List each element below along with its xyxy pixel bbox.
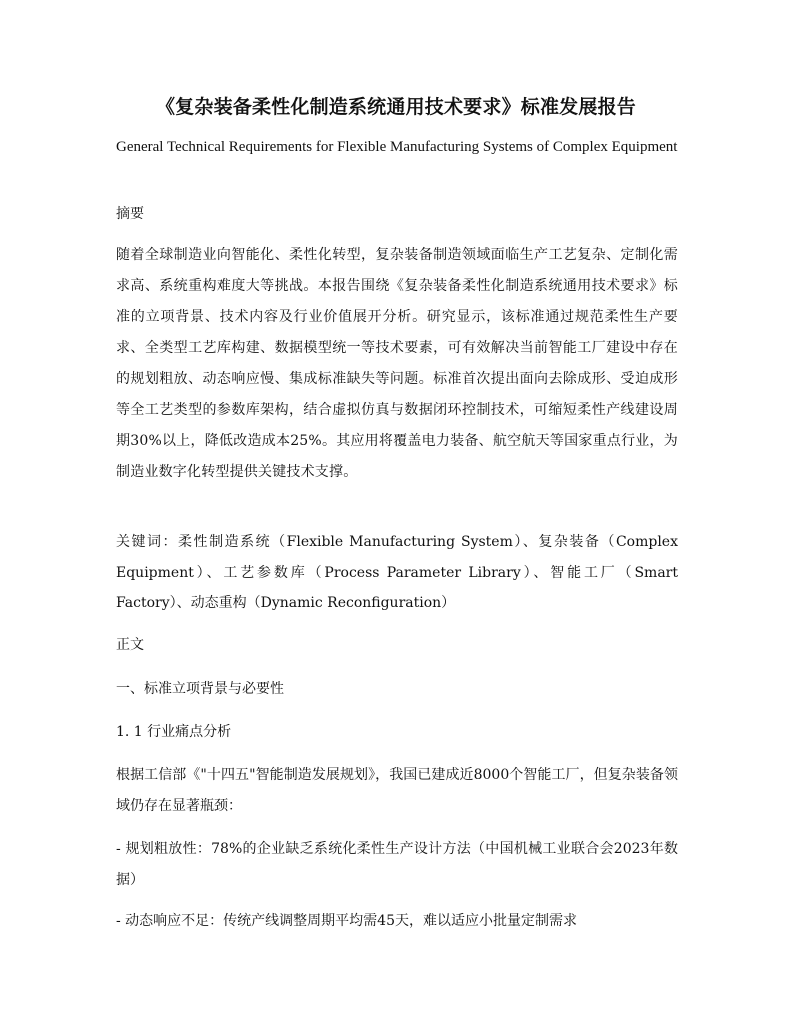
bullet-item-2: - 动态响应不足：传统产线调整周期平均需45天，难以适应小批量定制需求 — [116, 913, 577, 929]
english-title: General Technical Requirements for Flexible Manufacturing Systems of Complex Equipment — [116, 139, 678, 155]
subsection-heading-1-1: 1. 1 行业痛点分析 — [116, 724, 232, 740]
keywords-paragraph: 关键词：柔性制造系统（Flexible Manufacturing System）、复杂装备（Complex Equipment）、工艺参数库（Process Parameter Library）、智能工厂（Smart Factory）、动态重构（Dynamic Reconfiguration） — [116, 534, 678, 611]
bullet-item-1: - 规划粗放性：78%的企业缺乏系统化柔性生产设计方法（中国机械工业联合会2023年数据） — [116, 841, 678, 888]
abstract-paragraph: 随着全球制造业向智能化、柔性化转型，复杂装备制造领域面临生产工艺复杂、定制化需求高、系统重构难度大等挑战。本报告围绕《复杂装备柔性化制造系统通用技术要求》标准的立项背景、技术内容及行业价值展开分析。研究显示，该标准通过规范柔性生产要求、全类型工艺库构建、数据模型统一等技术要素，可有效解决当前智能工厂建设中存在的规划粗放、动态响应慢、集成标准缺失等问题。标准首次提出面向去除成形、受迫成形等全工艺类型的参数库架构，结合虚拟仿真与数据闭环控制技术，可缩短柔性产线建设周期30%以上，降低改造成本25%。其应用将覆盖电力装备、航空航天等国家重点行业，为制造业数字化转型提供关键技术支撑。 — [116, 247, 678, 480]
body-paragraph-1: 根据工信部《"十四五"智能制造发展规划》，我国已建成近8000个智能工厂，但复杂装备领域仍存在显著瓶颈： — [116, 767, 678, 814]
body-heading: 正文 — [116, 637, 144, 653]
report-title: 《复杂装备柔性化制造系统通用技术要求》标准发展报告 — [155, 96, 636, 118]
abstract-heading: 摘要 — [116, 206, 144, 222]
section-heading-1: 一、标准立项背景与必要性 — [116, 681, 284, 697]
